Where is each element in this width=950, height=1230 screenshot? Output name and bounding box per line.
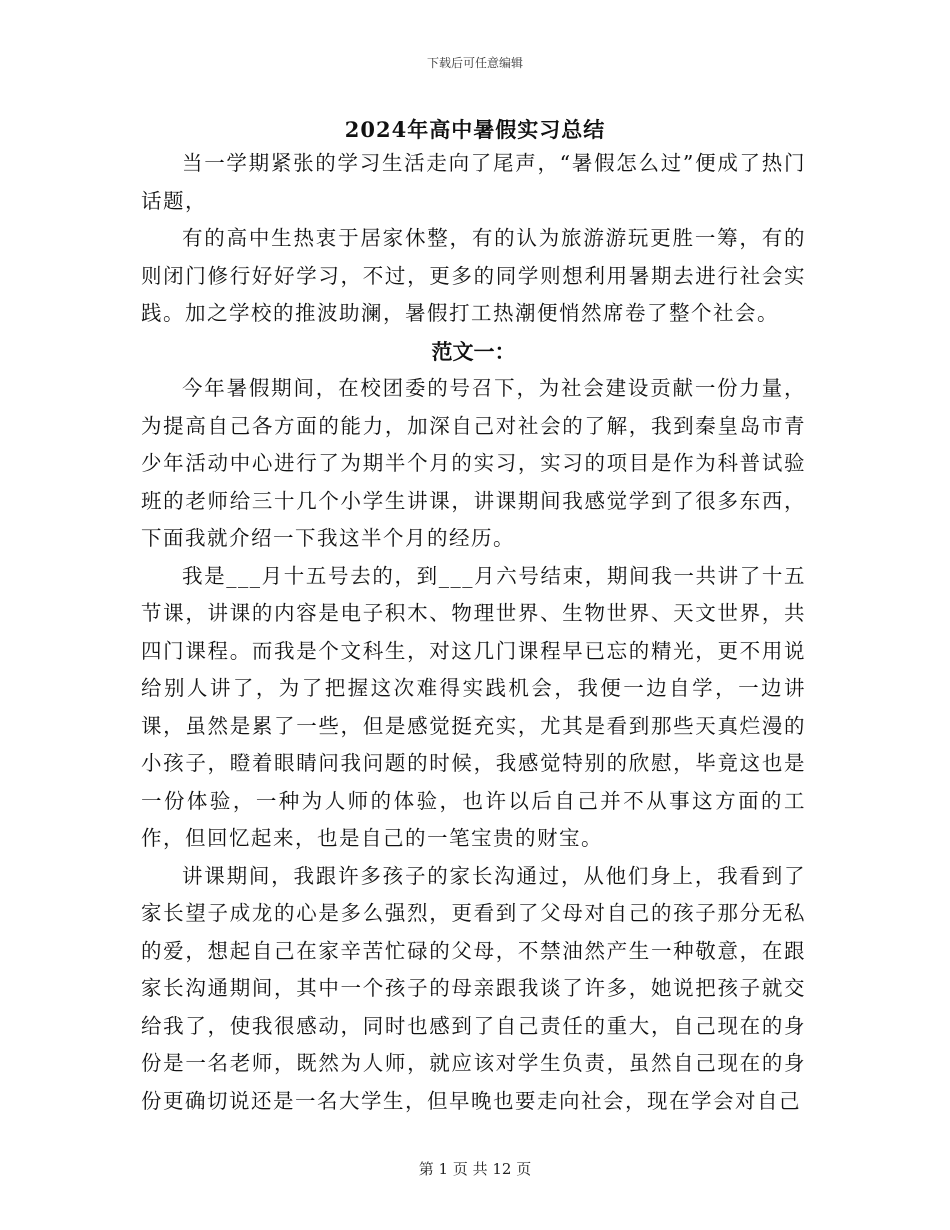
download-edit-note: 下载后可任意编辑 — [426, 56, 523, 70]
document-title: 2024年高中暑假实习总结 — [344, 117, 606, 142]
page-number-footer: 第 1 页 共 12 页 — [418, 1160, 532, 1178]
document-body — [141, 145, 806, 1120]
body-paragraph: 讲课期间，我跟许多孩子的家长沟通过，从他们身上，我看到了家长望子成龙的心是多么强烈，更看到了父母对自己的孩子那分无私的爱，想起自己在家辛苦忙碌的父母，不禁油然产生一种敬意，在跟家长沟通期间，其中一个孩子的母亲跟我谈了许多，她说把孩子就交给我了，使我很感动，同时也感到了自己责任的重大，自己现在的身份是一名老师，既然为人师，就应该对学生负责，虽然自己现在的身份更确切说还是一名大学生，但早晚也要走向社会，现在学会对自己 — [141, 863, 806, 1113]
intro-paragraph: 有的高中生热衷于居家休整，有的认为旅游游玩更胜一筹，有的则闭门修行好好学习，不过，更多的同学则想利用暑期去进行社会实践。加之学校的推波助澜，暑假打工热潮便悄然席卷了整个社会。 — [141, 226, 806, 325]
intro-paragraph: 当一学期紧张的学习生活走向了尾声，“暑假怎么过”便成了热门话题， — [141, 151, 806, 213]
body-paragraph: 我是___月十五号去的，到___月六号结束，期间我一共讲了十五节课，讲课的内容是电子积木、物理世界、生物世界、天文世界，共四门课程。而我是个文科生，对这几门课程早已忘的精光，更不用说给别人讲了，为了把握这次难得实践机会，我便一边自学，一边讲课，虽然是累了一些，但是感觉挺充实，尤其是看到那些天真烂漫的小孩子，瞪着眼睛问我问题的时候，我感觉特别的欣慰，毕竟这也是一份体验，一种为人师的体验，也许以后自己并不从事这方面的工作，但回忆起来，也是自己的一笔宝贵的财宝。 — [141, 563, 806, 850]
body-paragraph: 今年暑假期间，在校团委的号召下，为社会建设贡献一份力量，为提高自己各方面的能力，加深自己对社会的了解，我到秦皇岛市青少年活动中心进行了为期半个月的实习，实习的项目是作为科普试验班的老师给三十几个小学生讲课，讲课期间我感觉学到了很多东西，下面我就介绍一下我这半个月的经历。 — [141, 376, 806, 550]
section-heading: 范文一： — [431, 338, 516, 364]
